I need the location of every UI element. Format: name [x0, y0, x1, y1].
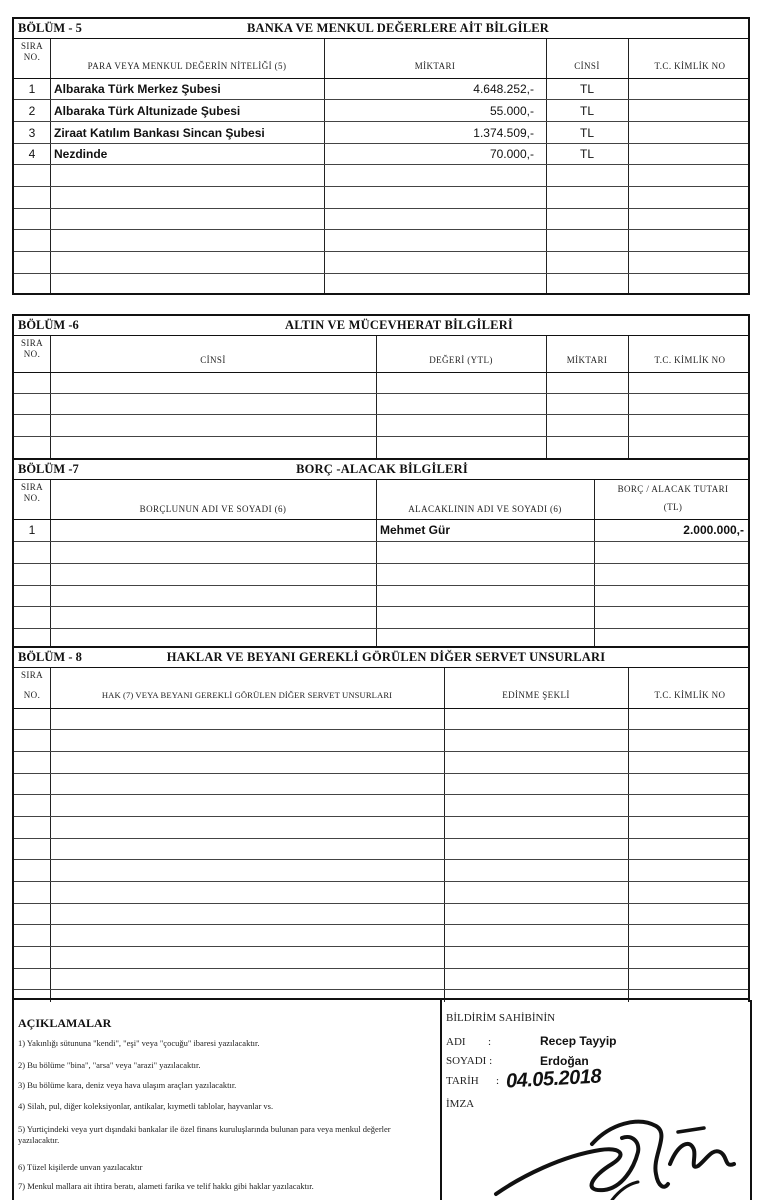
col-cins: CİNSİ	[574, 61, 600, 71]
row-number: 3	[28, 126, 36, 140]
col-deger: DEĞERİ (YTL)	[429, 355, 493, 365]
col-sira: SIRA	[20, 41, 44, 51]
col-miktar: MİKTARI	[414, 61, 456, 71]
col-sira: SIRA	[20, 482, 44, 492]
section-number: BÖLÜM -7	[18, 462, 79, 476]
section-header	[14, 648, 748, 668]
declarant-heading: BİLDİRİM SAHİBİNİN	[446, 1012, 556, 1024]
col-tc: T.C. KİMLİK NO	[654, 690, 726, 700]
section-header	[14, 19, 748, 39]
col-hak: HAK (7) VEYA BEYANI GEREKLİ GÖRÜLEN DİĞER SERVET UNSURLARI	[101, 690, 393, 700]
col-alacakli: ALACAKLININ ADI VE SOYADI (6)	[408, 504, 562, 514]
section-5-bank-securities	[12, 17, 750, 295]
date-separator: :	[496, 1075, 500, 1087]
explanations-panel	[14, 1000, 440, 1200]
asset-currency: TL	[579, 126, 595, 140]
note-item: 1) Yakınlığı sütununa "kendi", "eşi" veya "çocuğu" ibaresi yazılacaktır.	[18, 1038, 260, 1048]
signature-label: İMZA	[446, 1098, 475, 1110]
asset-currency: TL	[579, 104, 595, 118]
section-number: BÖLÜM - 5	[18, 21, 82, 35]
debt-amount: 2.000.000,-	[683, 523, 744, 537]
section-title: HAKLAR VE BEYANI GEREKLİ GÖRÜLEN DİĞER SERVET UNSURLARI	[166, 650, 606, 664]
row-number: 2	[28, 104, 36, 118]
asset-amount: 4.648.252,-	[473, 82, 534, 96]
col-tc: T.C. KİMLİK NO	[654, 355, 726, 365]
asset-description: Albaraka Türk Merkez Şubesi	[54, 82, 221, 96]
row-number: 1	[28, 82, 36, 96]
section-title: BANKA VE MENKUL DEĞERLERE AİT BİLGİLER	[246, 21, 550, 35]
col-borclu: BORÇLUNUN ADI VE SOYADI (6)	[139, 504, 287, 514]
declaration-date: 04.05.2018	[505, 1065, 602, 1093]
col-edinme: EDİNME ŞEKLİ	[502, 690, 570, 700]
asset-description: Albaraka Türk Altunizade Şubesi	[54, 104, 241, 118]
col-no: NO.	[23, 52, 41, 62]
col-nitelik: PARA VEYA MENKUL DEĞERİN NİTELİĞİ (5)	[87, 61, 287, 71]
explanations-heading: AÇIKLAMALAR	[18, 1016, 112, 1030]
note-item: 5) Yurtiçindeki veya yurt dışındaki bankalar ile özel finans kuruluşlarında bulunan para veya menkul değerler yazılacaktır.	[18, 1124, 391, 1145]
name-label: ADI	[446, 1036, 466, 1048]
col-no: NO.	[23, 690, 41, 700]
date-label: TARİH	[446, 1075, 479, 1087]
declarant-surname: Erdoğan	[540, 1054, 589, 1068]
note-item: 6) Tüzel kişilerde unvan yazılacaktır	[18, 1162, 143, 1172]
declarant-name: Recep Tayyip	[540, 1034, 617, 1048]
asset-description: Nezdinde	[54, 147, 108, 161]
form-footer	[12, 998, 750, 1200]
col-tutar: BORÇ / ALACAK TUTARI	[617, 484, 729, 494]
section-header	[14, 316, 748, 336]
section-number: BÖLÜM - 8	[18, 650, 82, 664]
creditor-name: Mehmet Gür	[380, 523, 451, 537]
col-sira: SIRA	[20, 338, 44, 348]
section-7-debt-credit	[12, 458, 750, 648]
section-title: BORÇ -ALACAK BİLGİLERİ	[296, 462, 468, 476]
col-sira: SIRA	[20, 670, 44, 680]
declarant-panel	[440, 1000, 752, 1200]
col-no: NO.	[23, 493, 41, 503]
note-item: 3) Bu bölüme kara, deniz veya hava ulaşım araçları yazılacaktır.	[18, 1080, 237, 1090]
row-number: 4	[28, 147, 36, 161]
row-number: 1	[28, 523, 36, 537]
note-item: 2) Bu bölüme "bina", "arsa" veya "arazi" yazılacaktır.	[18, 1060, 201, 1070]
section-8-rights-other-assets	[12, 646, 750, 1002]
col-miktar: MİKTARI	[566, 355, 608, 365]
asset-description: Ziraat Katılım Bankası Sincan Şubesi	[54, 126, 265, 140]
section-title: ALTIN VE MÜCEVHERAT BİLGİLERİ	[285, 318, 513, 332]
asset-currency: TL	[579, 147, 595, 161]
note-item: 7) Menkul mallara ait ihtira beratı, alameti farika ve telif hakkı gibi haklar yazılacaktır.	[18, 1181, 314, 1191]
surname-label: SOYADI :	[446, 1055, 493, 1067]
asset-amount: 70.000,-	[489, 147, 534, 161]
col-tutar-unit: (TL)	[663, 502, 683, 512]
section-number: BÖLÜM -6	[18, 318, 79, 332]
col-cins: CİNSİ	[200, 355, 226, 365]
section-header	[14, 460, 748, 480]
asset-amount: 55.000,-	[489, 104, 534, 118]
section-6-gold-jewelry	[12, 314, 750, 460]
signature-image	[442, 1104, 752, 1200]
name-separator: :	[488, 1036, 492, 1048]
col-tc: T.C. KİMLİK NO	[654, 61, 726, 71]
col-no: NO.	[23, 349, 41, 359]
note-item: 4) Silah, pul, diğer koleksiyonlar, antikalar, kıymetli tablolar, hayvanlar vs.	[18, 1101, 274, 1111]
asset-currency: TL	[579, 82, 595, 96]
asset-amount: 1.374.509,-	[473, 126, 534, 140]
